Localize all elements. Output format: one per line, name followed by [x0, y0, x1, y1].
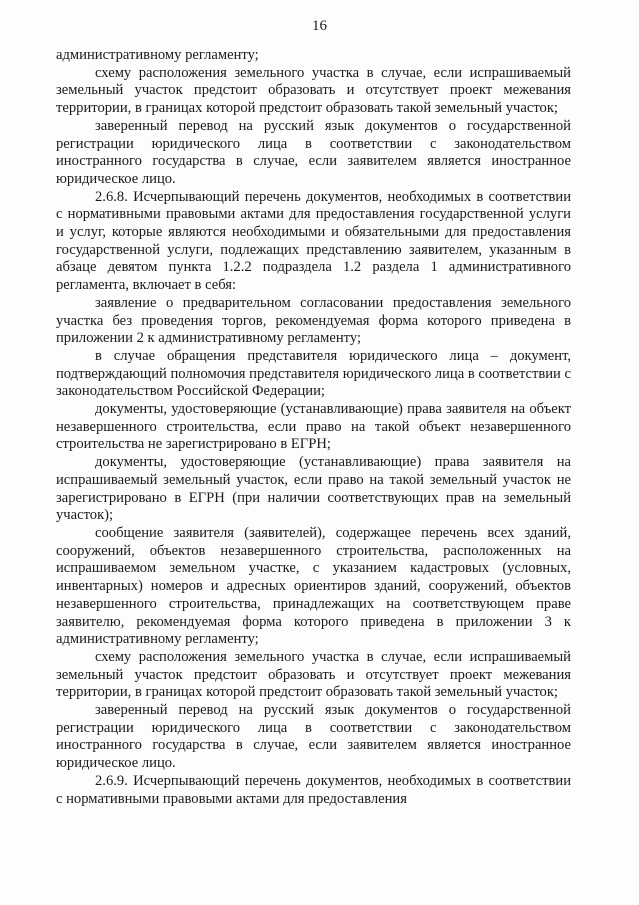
paragraph: в случае обращения представителя юридического лица – документ, подтверждающий полномочия представителя юридического лица в соответствии с законодательством Российской Федерации;	[56, 347, 571, 400]
paragraph: заверенный перевод на русский язык документов о государственной регистрации юридического лица в соответствии с законодательством иностранного государства в случае, если заявителем является иностранное юридическое лицо.	[56, 702, 571, 772]
paragraph-section-2-6-8: 2.6.8. Исчерпывающий перечень документов, необходимых в соответствии с нормативными правовыми актами для предоставления государственной услуги и услуг, которые являются необходимыми и обязательными для предоставления государственной услуги, подлежащих представлению заявителем, указанным в абзаце девятом пункта 1.2.2 подраздела 1.2 раздела 1 административного регламента, включает в себя:	[56, 188, 571, 294]
paragraph: документы, удостоверяющие (устанавливающие) права заявителя на объект незавершенного строительства, если право на такой объект незавершенного строительства не зарегистрировано в ЕГРН;	[56, 401, 571, 453]
page-number: 16	[312, 18, 327, 34]
document-body	[56, 47, 571, 808]
paragraph: заверенный перевод на русский язык документов о государственной регистрации юридического лица в соответствии с законодательством иностранного государства в случае, если заявителем является иностранное юридическое лицо.	[56, 117, 571, 187]
paragraph: заявление о предварительном согласовании предоставления земельного участка без проведения торгов, рекомендуемая форма которого приведена в приложении 2 к административному регламенту;	[56, 294, 571, 347]
paragraph-section-2-6-9: 2.6.9. Исчерпывающий перечень документов, необходимых в соответствии с нормативными правовыми актами для предоставления	[56, 772, 571, 807]
paragraph: документы, удостоверяющие (устанавливающие) права заявителя на испрашиваемый земельный участок, если право на такой земельный участок не зарегистрировано в ЕГРН (при наличии соответствующих прав на земельный участок);	[56, 454, 571, 524]
paragraph-continuation: административному регламенту;	[56, 47, 259, 63]
paragraph: схему расположения земельного участка в случае, если испрашиваемый земельный участок предстоит образовать и отсутствует проект межевания территории, в границах которой предстоит образовать такой земельный участок;	[56, 648, 571, 701]
paragraph: схему расположения земельного участка в случае, если испрашиваемый земельный участок предстоит образовать и отсутствует проект межевания территории, в границах которой предстоит образовать такой земельный участок;	[56, 64, 571, 117]
paragraph: сообщение заявителя (заявителей), содержащее перечень всех зданий, сооружений, объектов незавершенного строительства, расположенных на испрашиваемом земельном участке, с указанием кадастровых (условных, инвентарных) номеров и адресных ориентиров зданий, сооружений, объектов незавершенного строительства, принадлежащих на соответствующем праве заявителю, рекомендуемая форма которого приведена в приложении 3 к административному регламенту;	[56, 524, 571, 648]
